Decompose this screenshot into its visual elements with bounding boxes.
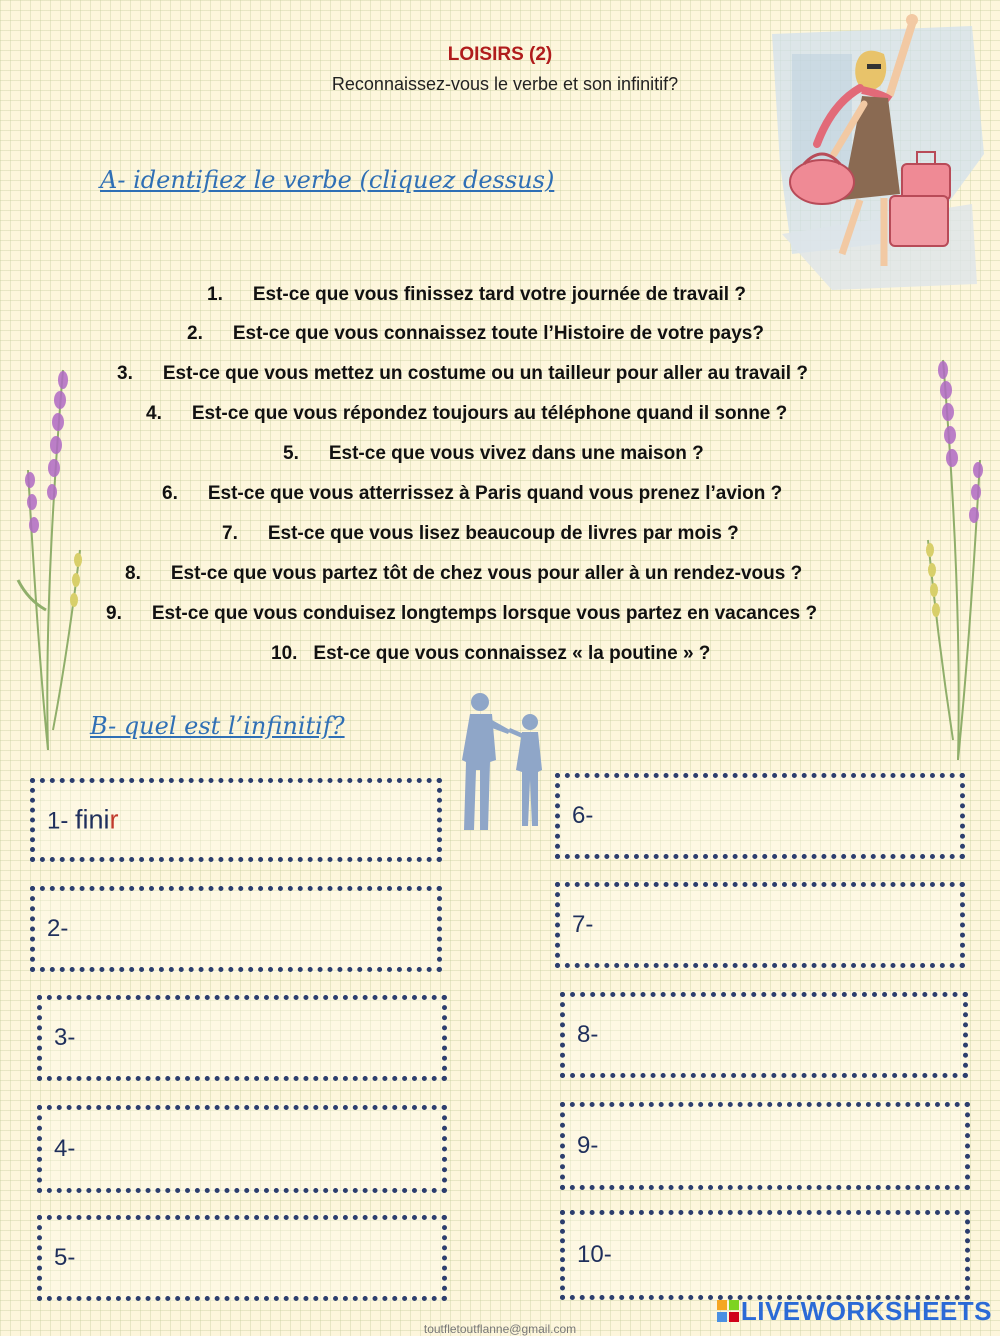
question-9[interactable] <box>106 603 817 625</box>
question-3[interactable] <box>117 363 808 385</box>
answer-box-3[interactable] <box>37 995 447 1081</box>
question-10[interactable] <box>271 643 710 665</box>
question-text[interactable]: Est-ce que vous connaissez toute l’Histoire de votre pays? <box>232 323 764 344</box>
page-title: LOISIRS (2) <box>447 44 553 65</box>
answer-box-8[interactable] <box>560 992 968 1078</box>
question-1[interactable] <box>207 284 746 306</box>
answer-last-letter: r <box>109 804 119 835</box>
answer-box-10[interactable] <box>560 1210 970 1300</box>
answer-box-label: 6- <box>572 802 594 829</box>
answer-box-6[interactable] <box>555 773 965 859</box>
question-number: 4. <box>146 403 162 424</box>
answer-box-9[interactable] <box>560 1102 970 1190</box>
question-2[interactable] <box>187 323 764 345</box>
liveworksheets-logo-icon <box>717 1300 739 1322</box>
question-text[interactable]: Est-ce que vous connaissez « la poutine » ? <box>313 643 711 664</box>
couple-silhouette-icon <box>452 690 552 836</box>
answer-box-1[interactable] <box>30 778 442 862</box>
woman-traveler-illustration <box>772 4 984 290</box>
question-text[interactable]: Est-ce que vous lisez beaucoup de livres par mois ? <box>267 523 739 544</box>
footer-email: toutfletoutflanne@gmail.com <box>423 1322 577 1336</box>
answer-box-7[interactable] <box>555 882 965 968</box>
question-text[interactable]: Est-ce que vous mettez un costume ou un tailleur pour aller au travail ? <box>162 363 808 384</box>
question-8[interactable] <box>125 563 802 585</box>
section-b-heading: B- quel est l’infinitif? <box>90 712 345 740</box>
answer-box-label: 1- finir <box>47 804 119 835</box>
section-a-heading: A- identifiez le verbe (cliquez dessus) <box>100 166 555 194</box>
answer-box-5[interactable] <box>37 1215 447 1301</box>
question-text[interactable]: Est-ce que vous finissez tard votre journée de travail ? <box>252 284 746 305</box>
answer-box-label: 7- <box>572 911 594 938</box>
answer-box-label: 9- <box>577 1132 599 1159</box>
lavender-left-icon <box>8 350 88 750</box>
question-number: 9. <box>106 603 122 624</box>
question-text[interactable]: Est-ce que vous conduisez longtemps lorsque vous partez en vacances ? <box>151 603 818 624</box>
question-number: 5. <box>283 443 299 464</box>
question-number: 1. <box>207 284 223 305</box>
answer-box-label: 10- <box>577 1241 612 1268</box>
answer-box-label: 2- <box>47 915 69 942</box>
lavender-right-icon <box>918 340 998 760</box>
answer-box-label: 3- <box>54 1024 76 1051</box>
question-text[interactable]: Est-ce que vous atterrissez à Paris quand vous prenez l’avion ? <box>207 483 783 504</box>
answer-box-label: 5- <box>54 1244 76 1271</box>
question-number: 8. <box>125 563 141 584</box>
answer-box-4[interactable] <box>37 1105 447 1193</box>
question-number: 7. <box>222 523 238 544</box>
page-subtitle: Reconnaissez-vous le verbe et son infinitif? <box>331 74 679 94</box>
question-6[interactable] <box>162 483 782 505</box>
question-4[interactable] <box>146 403 787 425</box>
liveworksheets-brand[interactable] <box>717 1296 992 1327</box>
question-5[interactable] <box>283 443 704 465</box>
question-number: 6. <box>162 483 178 504</box>
question-number: 2. <box>187 323 203 344</box>
answer-box-2[interactable] <box>30 886 442 972</box>
question-text[interactable]: Est-ce que vous vivez dans une maison ? <box>328 443 704 464</box>
answer-box-label: 8- <box>577 1021 599 1048</box>
question-text[interactable]: Est-ce que vous répondez toujours au téléphone quand il sonne ? <box>191 403 788 424</box>
answer-text: fini <box>75 804 110 835</box>
answer-box-label: 4- <box>54 1135 76 1162</box>
question-number: 3. <box>117 363 133 384</box>
question-7[interactable] <box>222 523 739 545</box>
question-number: 10. <box>271 643 298 664</box>
question-text[interactable]: Est-ce que vous partez tôt de chez vous pour aller à un rendez-vous ? <box>170 563 803 584</box>
brand-text: LIVEWORKSHEETS <box>740 1296 992 1326</box>
